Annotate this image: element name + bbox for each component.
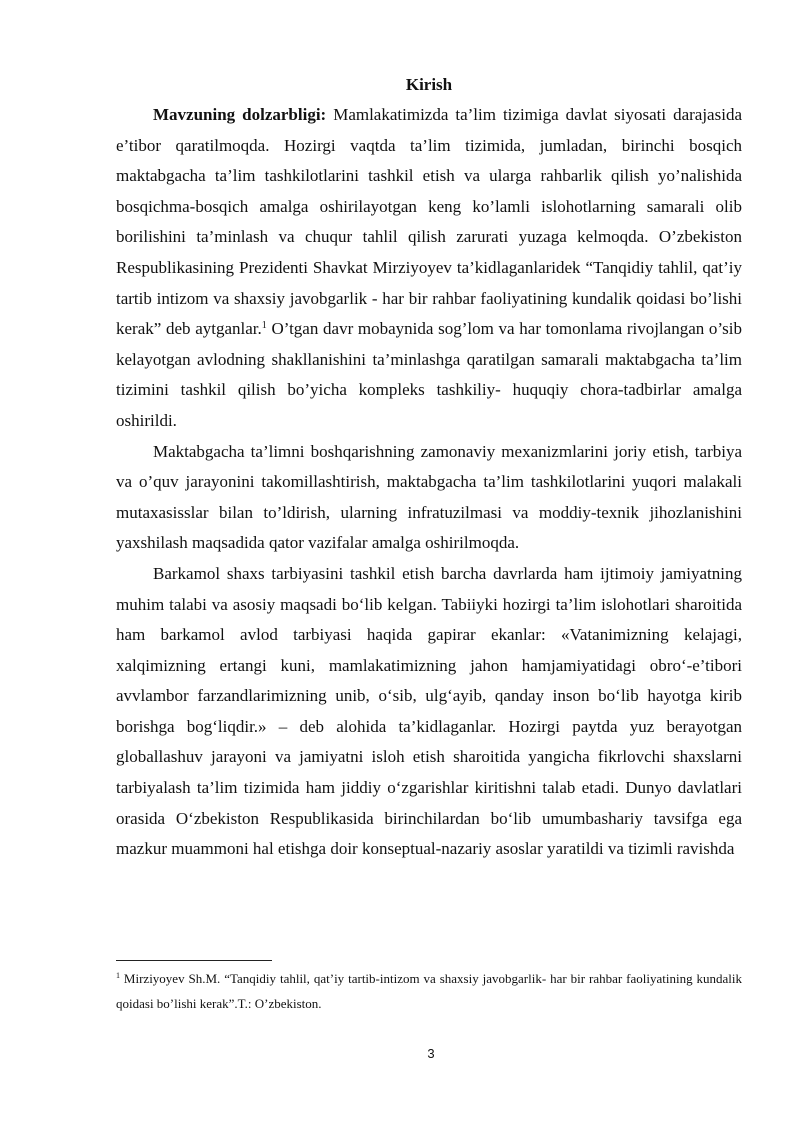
paragraph-preschool-management: Maktabgacha ta’limni boshqarishning zamonaviy mexanizmlarini joriy etish, tarbiya va o’quv jarayonini takomillashtirish, maktabgacha ta’lim tashkilotlarini yuqori malakali mutaxasisslar bilan to’ldirish, ularning infratuzilmasi va moddiy-texnik jihozlanishini yaxshilash maqsadida qator vazifalar amalga oshirilmoqda. — [116, 441, 742, 553]
paragraph-relevance — [116, 100, 742, 437]
document-body — [116, 74, 742, 865]
footnote-divider — [116, 960, 272, 961]
footnote — [116, 966, 742, 1016]
paragraph-lead: Mavzuning dolzarbligi: — [153, 105, 327, 124]
paragraph-harmonious-upbringing: Barkamol shaxs tarbiyasini tashkil etish barcha davrlarda ham ijtimoiy jamiyatning muhim talabi va asosiy maqsadi bo‘lib kelgan. Tabiiyki hozirgi ta’lim islohotlari sharoitida ham barkamol avlod tarbiyasi haqida gapirar ekanlar: «Vatanimizning kelajagi, xalqimizning ertangi kuni, mamlakatimizning jahon hamjamiyatidagi obro‘-e’tibori avvlambor farzandlarimizning unib, o‘sib, ulg‘ayib, qanday inson bo‘lib hayotga kirib borishga bog‘liqdir.» – deb alohida ta’kidlaganlar. Hozirgi paytda yuz berayotgan globallashuv jarayoni va jamiyatni isloh etish sharoitida yangicha fikrlovchi shaxslarni tarbiyalash ta’lim tizimida ham jiddiy o‘zgarishlar kiritishni talab etadi. Dunyo davlatlari orasida O‘zbekiston Respublikasida birinchilardan bo‘lib umumbashariy tavsifga ega mazkur muammoni hal etishga doir konseptual-nazariy asoslar yaratildi va tizimli ravishda — [116, 563, 742, 859]
paragraph-text: Mamlakatimizda ta’lim tizimiga davlat siyosati darajasida e’tibor qaratilmoqda. Hozirgi vaqtda ta’lim tizimida, jumladan, birinchi bosqich maktabgacha ta’lim tashkilotlarini tashkil etish va ularga rahbarlik qilish yo’nalishida bosqichma-bosqich amalga oshirilayotgan keng ko’lamli islohotlarning samarali olib borilishini ta’minlash va chuqur tahlil qilish zarurati yuzaga kelmoqda. O’zbekiston Respublikasining Prezidenti Shavkat Mirziyoyev ta’kidlaganlaridek “Tanqidiy tahlil, qat’iy tartib intizom va shaxsiy javobgarlik - har bir rahbar faoliyatining kundalik qoidasi bo’lishi kerak” deb aytganlar. — [116, 105, 742, 339]
footnote-text: Mirziyoyev Sh.M. “Tanqidiy tahlil, qat’iy tartib-intizom va shaxsiy javobgarlik- har bir rahbar faoliyatining kundalik qoidasi bo’lishi kerak”.T.: O’zbekiston. — [116, 971, 742, 1011]
paragraph-text-continued: O’tgan davr mobaynida sog’lom va har tomonlama rivojlangan o’sib kelayotgan avlodning shakllanishini ta’minlashga qaratilgan samarali maktabgacha ta’lim tizimini tashkil qilish bo’yicha kompleks tashkiliy- huquqiy chora-tadbirlar amalga oshirildi. — [116, 319, 742, 430]
page-title: Kirish — [405, 75, 453, 94]
footnote-reference[interactable]: 1 — [261, 320, 267, 332]
footnote-number: 1 — [116, 971, 120, 980]
page-number: 3 — [427, 1046, 435, 1061]
